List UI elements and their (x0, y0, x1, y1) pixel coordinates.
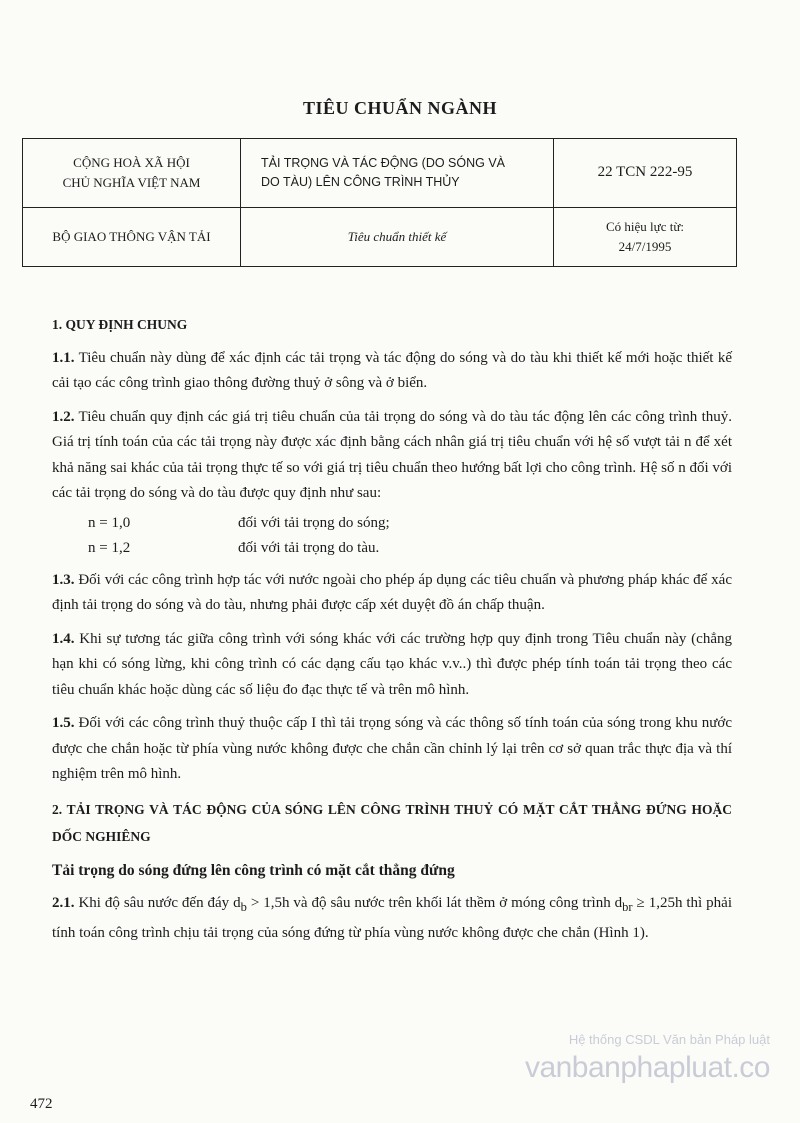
coefficient-value: n = 1,0 (88, 514, 131, 531)
page-title: TIÊU CHUẨN NGÀNH (302, 98, 497, 118)
paragraph-1-4 (52, 627, 732, 704)
clause-text: Tiêu chuẩn này dùng để xác định các tải trọng và tác động do sóng và do tàu khi thiết kế mới hoặc thiết kế cải tạo các công trình giao thông đường thuỷ ở sông và ở biển. (52, 349, 732, 391)
paragraph-2-1 (52, 891, 732, 946)
clause-text: > 1,5h và độ sâu nước trên khối lát thềm ở móng công trình d (246, 895, 623, 911)
country-line-2: CHỦ NGHĨA VIỆT NAM (62, 175, 201, 190)
paragraph-1-3 (52, 568, 732, 619)
clause-text: Khi sự tương tác giữa công trình với sóng khác với các trường hợp quy định trong Tiêu chuẩn này (chẳng hạn khi có sóng lừng, khi công trình có các dạng cấu tạo khác v.v..) thì được phép tính toán tải trọng theo các tiêu chuẩn khác hoặc dùng các số liệu đo đạc thực tế và trên mô hình. (52, 630, 732, 698)
subscript: br (622, 900, 633, 914)
coefficient-value: n = 1,2 (88, 540, 131, 556)
ministry-cell: BỘ GIAO THÔNG VẬN TẢI (23, 208, 241, 267)
subsection-heading: Tải trọng do sóng đứng lên công trình có mặt cắt thẳng đứng (52, 861, 455, 879)
paragraph-1-2 (52, 405, 732, 507)
section-1-heading: 1. QUY ĐỊNH CHUNG (52, 317, 188, 332)
effective-date-cell (554, 208, 737, 267)
standard-title-line-2: DO TÀU) LÊN CÔNG TRÌNH THỦY (261, 175, 460, 189)
coefficient-desc: đối với tải trọng do tàu. (238, 540, 380, 556)
effective-date: 24/7/1995 (618, 239, 672, 254)
country-cell (23, 139, 241, 208)
standard-title-cell (241, 139, 554, 208)
clause-number: 1.2. (52, 408, 75, 425)
document-header-table (22, 138, 737, 267)
standard-title-line-1: TẢI TRỌNG VÀ TÁC ĐỘNG (DO SÓNG VÀ (261, 155, 506, 170)
clause-text: Đối với các công trình hợp tác với nước ngoài cho phép áp dụng các tiêu chuẩn và phương pháp khác để xác định tải trọng do sóng và do tàu, nhưng phải được cấp xét duyệt đồ án chấp thuận. (52, 571, 732, 613)
clause-number: 2.1. (52, 895, 75, 911)
standard-type: Tiêu chuẩn thiết kế (241, 208, 554, 267)
paragraph-1-5 (52, 711, 732, 788)
coefficient-row (52, 536, 732, 562)
coefficient-desc: đối với tải trọng do sóng; (238, 514, 390, 531)
clause-number: 1.4. (52, 630, 75, 647)
watermark-line-1: Hệ thống CSDL Văn bản Pháp luật (568, 1032, 770, 1047)
document-body (52, 312, 732, 954)
clause-number: 1.3. (52, 571, 75, 588)
clause-number: 1.5. (52, 715, 75, 731)
standard-code: 22 TCN 222-95 (554, 139, 737, 208)
country-line-1: CỘNG HOÀ XÃ HỘI (73, 154, 190, 170)
clause-text: Đối với các công trình thuỷ thuộc cấp I thì tải trọng sóng và các thông số tính toán của sóng trong khu nước được che chắn hoặc từ phía vùng nước không được che chắn cần chỉnh lý lại trên cơ sở quan trắc thực địa và thí nghiệm trên mô hình. (52, 715, 732, 782)
clause-text: Khi độ sâu nước đến đáy d (74, 895, 241, 911)
clause-text: Tiêu chuẩn quy định các giá trị tiêu chuẩn của tải trọng do sóng và do tàu tác động lên các công trình thuỷ. Giá trị tính toán của các tải trọng này được xác định bằng cách nhân giá trị tiêu chuẩn với hệ số vượt tải n để xét khả năng sai khác của tải trọng thực tế so với giá trị tiêu chuẩn theo hướng bất lợi cho công trình. Hệ số n đối với các tải trọng do sóng và do tàu được quy định như sau: (52, 408, 732, 501)
effective-label: Có hiệu lực từ: (606, 218, 684, 234)
watermark-line-2: vanbanphapluat.co (524, 1051, 770, 1084)
clause-text: ≥ 1,25h thì phải tính toán công trình chịu tải trọng của sóng đứng từ phía vùng nước không được che chắn (Hình 1). (52, 895, 732, 941)
paragraph-1-1 (52, 346, 732, 397)
section-2-heading: 2. TẢI TRỌNG VÀ TÁC ĐỘNG CỦA SÓNG LÊN CÔNG TRÌNH THUỶ CÓ MẶT CẮT THẲNG ĐỨNG HOẶC DỐC NGHIÊNG (52, 801, 732, 844)
page-number: 472 (30, 1096, 53, 1112)
coefficient-row (52, 511, 732, 537)
clause-number: 1.1. (52, 349, 75, 366)
subscript: b (240, 900, 247, 914)
watermark (525, 1032, 770, 1085)
